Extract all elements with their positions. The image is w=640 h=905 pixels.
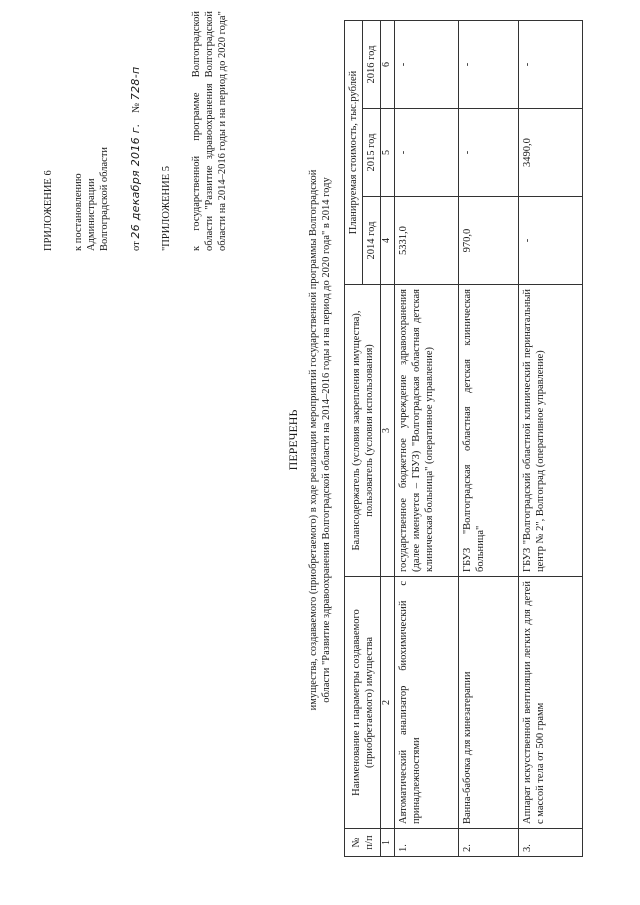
attachment-line-3: Волгоградской области: [99, 146, 111, 251]
table-row: [518, 20, 582, 856]
cost-2015: -: [394, 109, 458, 197]
item-name: Автоматический анализатор биохимический с принадлежностями: [394, 577, 458, 829]
attachment-line-1: к постановлению: [73, 173, 85, 251]
handwritten-date: 26 декабря 2016 г.: [128, 123, 142, 239]
column-number: 2: [381, 577, 395, 829]
row-number: 1.: [394, 829, 458, 857]
item-name: Ванна-бабочка для кинезатерапии: [458, 577, 518, 829]
header-num: № п/п: [345, 829, 381, 857]
cost-2014: -: [518, 197, 582, 285]
header-year-2015: 2015 год: [363, 109, 381, 197]
column-number: 3: [381, 285, 395, 577]
cost-2016: -: [518, 20, 582, 108]
column-number-row: [381, 20, 395, 856]
table-row: [458, 20, 518, 856]
handwritten-number: 728-п: [128, 66, 142, 101]
rotated-sheet: [10, 5, 610, 875]
property-table: [344, 20, 583, 857]
page-subtitle: имущества, создаваемого (приобретаемого) в ходе реализации мероприятий государственной программы Волгоградской области "Развитие здравоохранения Волгоградской области на 2014–2016 годы и на период до 2020 года" в 2014 году: [308, 169, 333, 711]
cost-2015: -: [458, 109, 518, 197]
attachment-block: [42, 11, 229, 251]
item-holder: государственное бюджетное учреждение здравоохранения (далее именуется – ГБУЗ) "Волгоградская областная детская клиническая больница" (оперативное управление): [394, 285, 458, 577]
item-name: Аппарат искусственной вентиляции легких для детей с массой тела от 500 грамм: [518, 577, 582, 829]
column-number: 1: [381, 829, 395, 857]
document-header: [286, 155, 333, 725]
table-header-row: [345, 20, 363, 856]
previous-attachment-title: "ПРИЛОЖЕНИЕ 5: [160, 165, 172, 251]
page-title: ПЕРЕЧЕНЬ: [286, 409, 300, 471]
attachment-date-line: [129, 11, 143, 251]
cost-2014: 5331,0: [394, 197, 458, 285]
attachment-line-2: Администрации: [86, 178, 98, 251]
header-cost: Планируемая стоимость, тыс.рублей: [345, 20, 363, 284]
table-row: [394, 20, 458, 856]
header-name: Наименование и параметры создаваемого (приобретаемого) имущества: [345, 577, 381, 829]
row-number: 3.: [518, 829, 582, 857]
previous-attachment-text: к государственной программе Волгоградской области "Развитие здравоохранения Волгоградской области на 2014–2016 годы и на период до 2020 года": [190, 11, 228, 251]
header-year-2014: 2014 год: [363, 197, 381, 285]
item-holder: ГБУЗ "Волгоградская областная детская клиническая больница": [458, 285, 518, 577]
cost-2015: 3490,0: [518, 109, 582, 197]
cost-2016: -: [394, 20, 458, 108]
column-number: 5: [381, 109, 395, 197]
header-holder: Балансодержатель (условия закрепления имущества), пользователь (условия использования): [345, 285, 381, 577]
cost-2016: -: [458, 20, 518, 108]
number-prefix: №: [130, 102, 142, 113]
item-holder: ГБУЗ "Волгоградский областной клинический перинатальный центр № 2", Волгоград (оперативное управление): [518, 285, 582, 577]
column-number: 4: [381, 197, 395, 285]
attachment-title: ПРИЛОЖЕНИЕ 6: [43, 170, 54, 251]
cost-2014: 970,0: [458, 197, 518, 285]
date-prefix: от: [130, 241, 142, 251]
header-year-2016: 2016 год: [363, 20, 381, 108]
column-number: 6: [381, 20, 395, 108]
row-number: 2.: [458, 829, 518, 857]
